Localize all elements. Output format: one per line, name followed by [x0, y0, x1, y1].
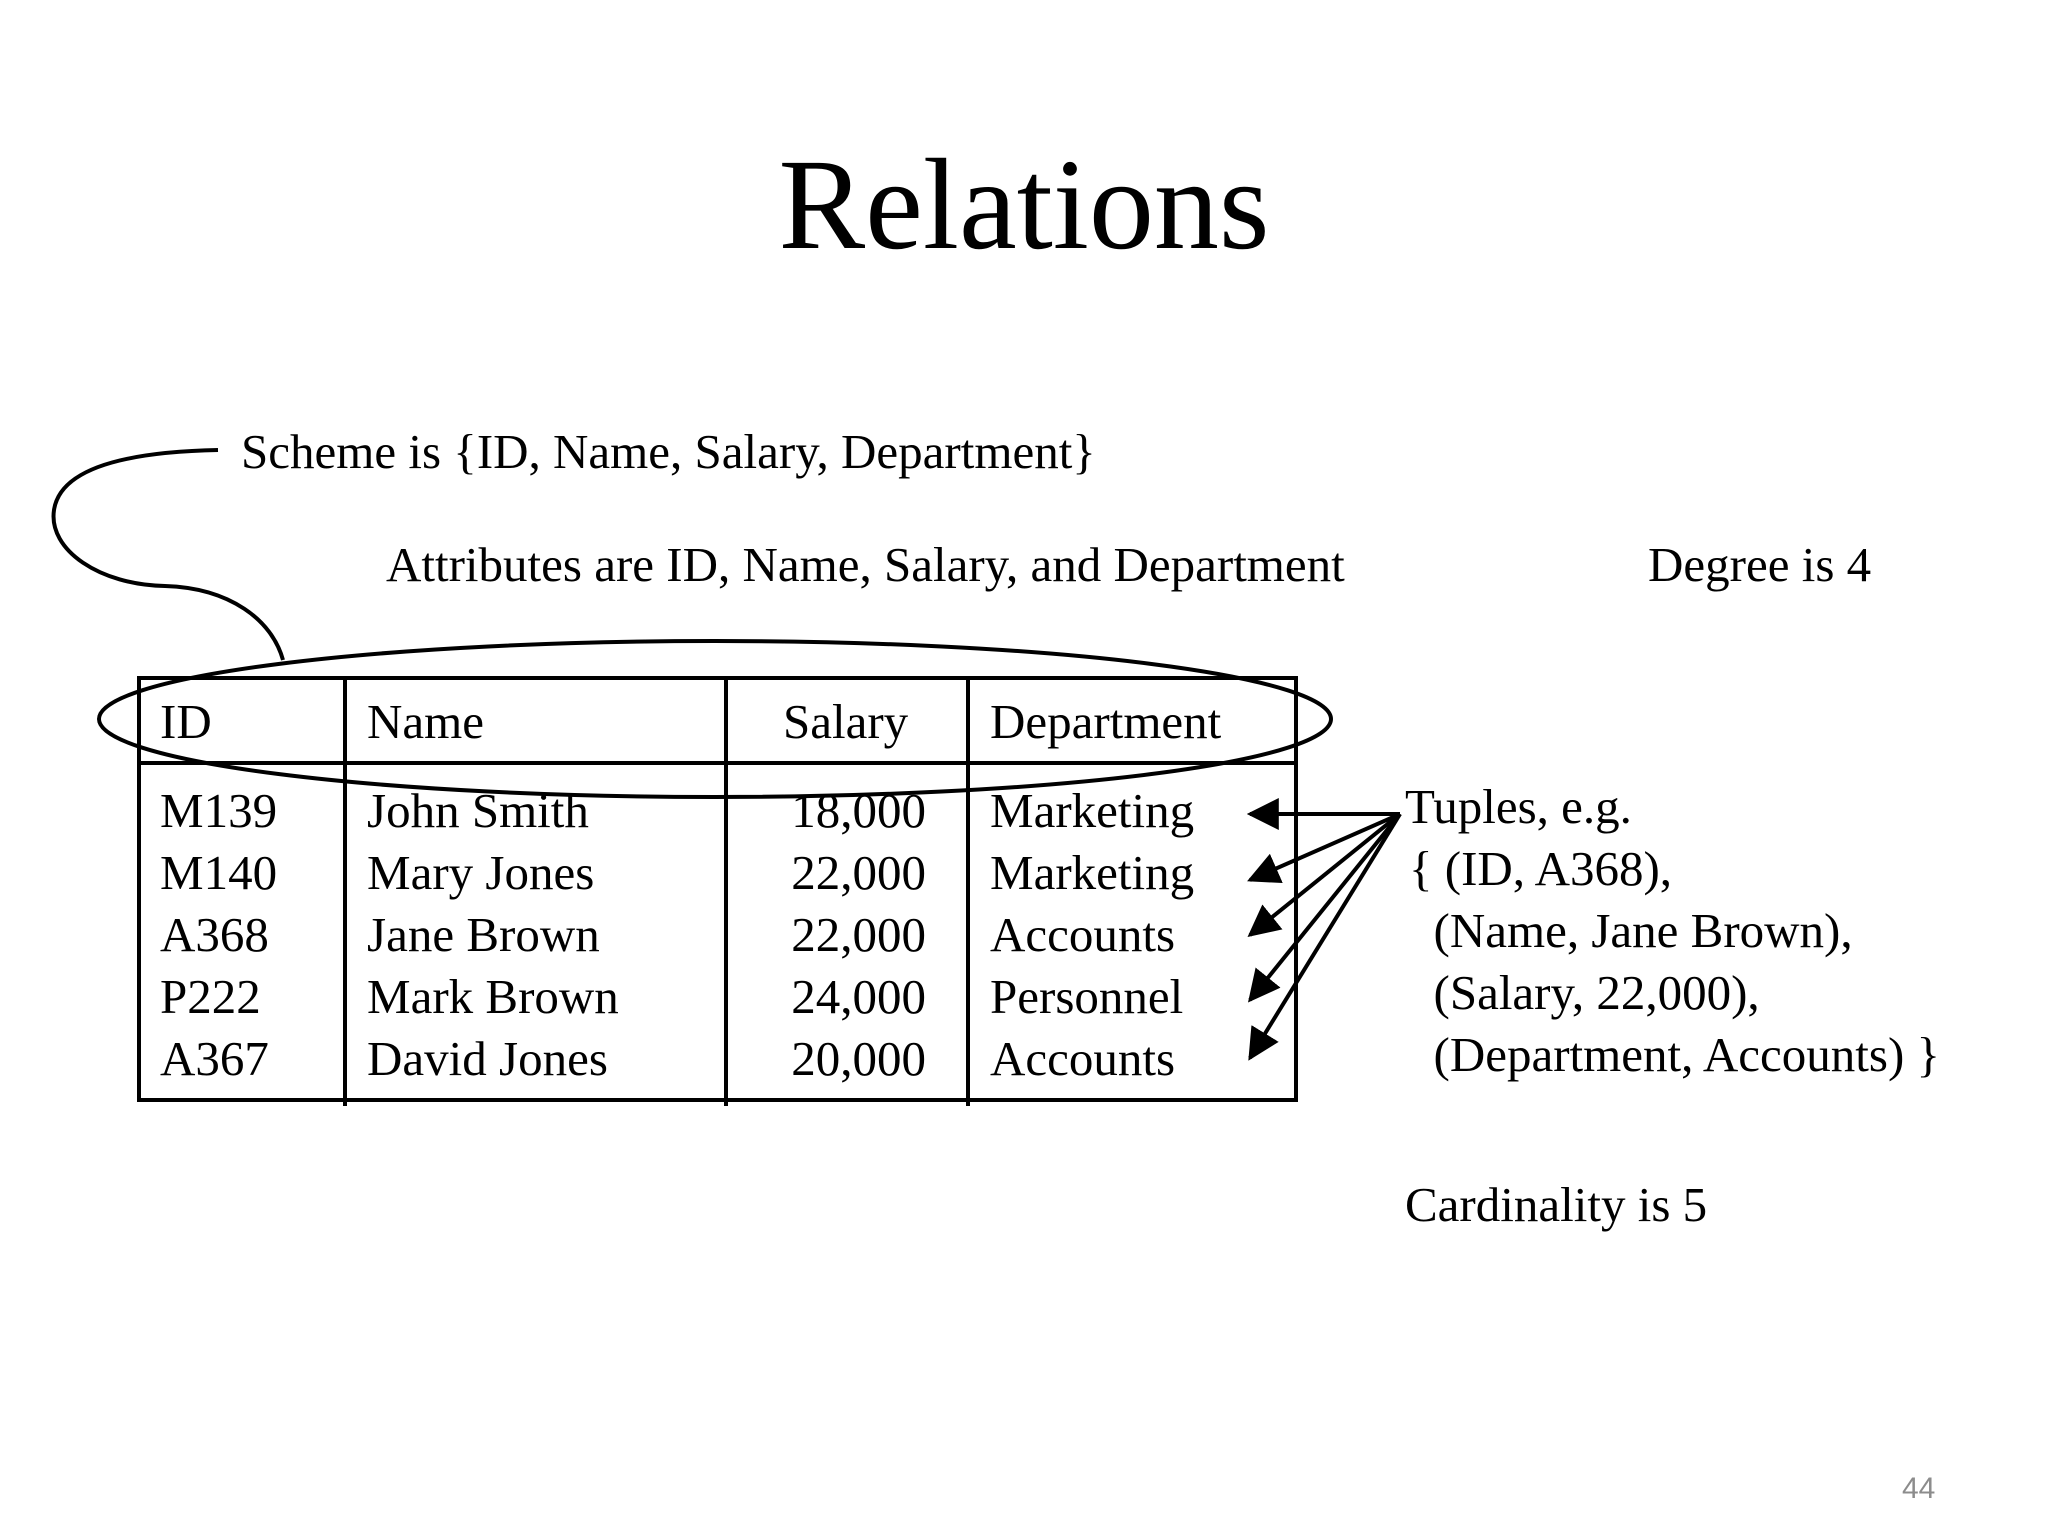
cell-name: Mary Jones: [367, 845, 595, 900]
cell-department: Personnel: [990, 969, 1184, 1024]
tuple-arrows: [1250, 814, 1400, 1058]
tuple-arrow: [1250, 814, 1400, 935]
degree-label: Degree is 4: [1648, 537, 1872, 592]
attributes-label: Attributes are ID, Name, Salary, and Department: [386, 537, 1345, 592]
cell-salary: 22,000: [791, 907, 926, 962]
cell-salary: 18,000: [791, 783, 926, 838]
cell-name: Jane Brown: [367, 907, 600, 962]
tuples-line: (Department, Accounts) }: [1409, 1027, 1941, 1082]
tuples-line: { (ID, A368),: [1409, 841, 1673, 896]
slide-title: Relations: [778, 133, 1270, 277]
tuples-line: (Salary, 22,000),: [1409, 965, 1760, 1020]
cardinality-label: Cardinality is 5: [1405, 1177, 1708, 1232]
tuples-line: Tuples, e.g.: [1405, 779, 1632, 834]
cell-department: Marketing: [990, 845, 1195, 900]
cell-salary: 20,000: [791, 1031, 926, 1086]
tuple-arrow: [1250, 814, 1400, 1058]
scheme-connector: [54, 450, 283, 660]
header-name: Name: [367, 694, 484, 749]
cell-id: M139: [160, 783, 278, 838]
tuple-arrow: [1250, 814, 1400, 1000]
tuples-line: (Name, Jane Brown),: [1409, 903, 1853, 958]
cell-name: John Smith: [367, 783, 589, 838]
cell-department: Accounts: [990, 1031, 1176, 1086]
cell-id: A368: [160, 907, 269, 962]
page-number: 44: [1902, 1472, 1936, 1505]
header-salary: Salary: [783, 694, 909, 749]
cell-name: David Jones: [367, 1031, 608, 1086]
cell-id: P222: [160, 969, 261, 1024]
cell-id: M140: [160, 845, 278, 900]
cell-id: A367: [160, 1031, 269, 1086]
cell-department: Accounts: [990, 907, 1176, 962]
cell-department: Marketing: [990, 783, 1195, 838]
tuple-arrow: [1250, 814, 1400, 880]
cell-salary: 24,000: [791, 969, 926, 1024]
cell-name: Mark Brown: [367, 969, 619, 1024]
cell-salary: 22,000: [791, 845, 926, 900]
header-department: Department: [990, 694, 1222, 749]
header-id: ID: [160, 694, 212, 749]
scheme-label: Scheme is {ID, Name, Salary, Department}: [241, 424, 1096, 479]
